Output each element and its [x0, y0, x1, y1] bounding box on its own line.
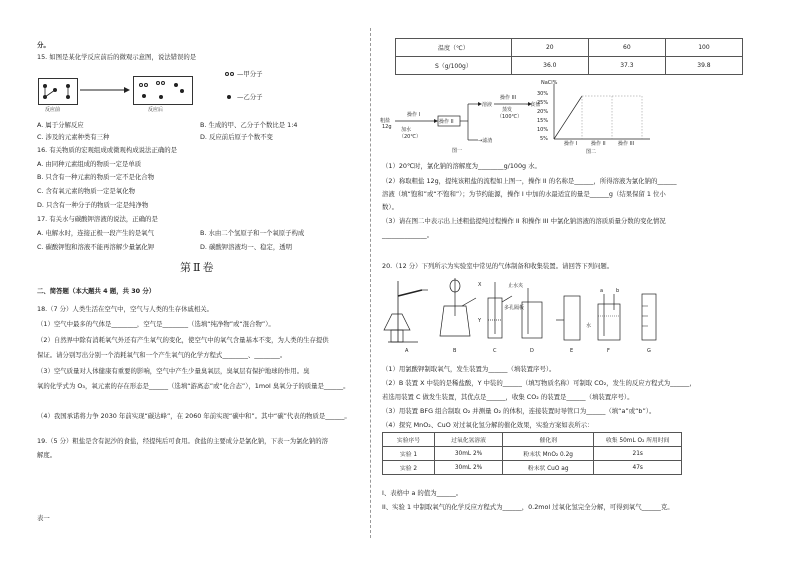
table-cell: 30mL 2% — [435, 461, 503, 475]
q19-p3b: ______________。 — [382, 231, 434, 239]
after-reaction-box — [133, 76, 193, 105]
molecule-dot — [174, 83, 178, 87]
q16-opt-b[interactable]: B. 只含有一种元素的物质一定不是化合物 — [37, 173, 155, 181]
q16-opt-d[interactable]: D. 只含有一种分子的物质一定是纯净物 — [37, 201, 149, 209]
apparatus-label: E — [570, 348, 574, 354]
right-column — [378, 0, 770, 562]
ytick: 25% — [537, 100, 549, 106]
op3-label: 操作 III — [500, 95, 517, 101]
table-cell: 过氧化氢溶液 — [435, 433, 503, 447]
q20-i: I、表格中 a 的值为______。 — [382, 489, 463, 497]
q17-opt-a[interactable]: A. 电解水时，连接正极一段产生的是氧气 — [37, 229, 154, 237]
flow-diagram — [378, 96, 548, 152]
temp100-label: （100℃） — [497, 114, 523, 120]
ytick: 5% — [540, 136, 548, 142]
q20-p2a: （2）B 装置 X 中装的是稀盐酸，Y 中装的______（填写物质名称）可制取 CO₂，发生的反应方程式为______， — [382, 379, 696, 387]
table-cell: 36.0 — [511, 57, 588, 75]
q17-opt-d[interactable]: D. 碳酸钾溶液均一、稳定，透明 — [200, 243, 293, 251]
ytick: 30% — [537, 91, 549, 97]
q19-stem-2: 解度。 — [37, 451, 57, 459]
table-cell: 30mL 2% — [435, 447, 503, 461]
ytick: 20% — [537, 109, 549, 115]
q18-stem: 18.（7 分）人类生活在空气中，空气与人类的生存休戚相关。 — [37, 305, 214, 313]
before-reaction-box — [38, 78, 78, 105]
fig1-caption: 图一 — [452, 148, 463, 154]
label-b: b — [616, 288, 620, 294]
table-cell: 催化剂 — [502, 433, 593, 447]
q20-p1: （1）用氯酸钾制取氧气，发生装置为______（填装置序号）。 — [382, 365, 556, 373]
table-row — [383, 447, 682, 461]
percent-graph — [552, 84, 652, 144]
q16-opt-c[interactable]: C. 含有氧元素的物质一定是氧化物 — [37, 187, 135, 195]
residue-label: →滤渣 — [478, 138, 493, 144]
q19-p2c: 数）。 — [382, 203, 398, 211]
molecule-dot — [156, 81, 160, 85]
legend-a: —甲分子 — [237, 70, 263, 78]
table-row — [383, 461, 682, 475]
molecule-dot — [142, 94, 146, 98]
x-op3: 操作 III — [618, 141, 635, 147]
table-row — [396, 39, 743, 57]
temp20-label: （20℃） — [399, 134, 421, 140]
fig2-caption: 图二 — [586, 149, 597, 155]
q18-p2b: 保证。请分别写出分别一个消耗氧气和一个产生氧气的化学方程式________、________。 — [37, 351, 287, 359]
label-plate: 多孔隔板 — [504, 305, 525, 311]
product-label: →食盐 — [526, 102, 541, 108]
table-cell: 60 — [588, 39, 665, 57]
table-cell: 粉末状 CuO ag — [502, 461, 593, 475]
q15-opt-b[interactable]: B. 生成的甲、乙分子个数比是 1:4 — [200, 121, 298, 129]
label-x: X — [478, 282, 482, 288]
q16-opt-a[interactable]: A. 由同种元素组成的物质一定是单质 — [37, 160, 142, 168]
q20-stem: 20.（12 分）下列所示为实验室中常见的气体制备和收集装置。请回答下列问题。 — [382, 262, 614, 270]
q20-p2b: 若选用装置 C 做发生装置，其优点是______，收集 CO₂ 的装置是______（填装置序号）。 — [382, 393, 634, 401]
table-cell: 21s — [594, 447, 682, 461]
q16-stem: 16. 有关物质的宏观组成或微观构成说法正确的是 — [37, 146, 178, 154]
q20-ii: II、实验 1 中制取氧气的化学反应方程式为______，0.2mol 过氧化氢完全分解，可得到氧气______克。 — [382, 503, 674, 511]
table-cell: 20 — [511, 39, 588, 57]
op1-label: 操作 I — [407, 112, 421, 118]
label-y: Y — [478, 318, 482, 324]
x-op1: 操作 I — [564, 141, 578, 147]
table-one-label: 表一 — [37, 514, 50, 522]
molecule-dot — [180, 89, 184, 93]
q20-p4: （4）探究 MnO₂、CuO 对过氧化氢分解的催化效果，实验方案如表所示： — [382, 421, 594, 429]
q18-p3a: （3）空气质量对人体健康有重要的影响，空气中产生少量臭氧层，臭氧层有保护地球的作用。臭 — [37, 367, 310, 375]
table-cell: 实验 1 — [383, 447, 435, 461]
legend-filled-dot — [227, 95, 231, 99]
experiment-table — [382, 432, 682, 475]
q20-p3: （3）用装置 BFG 组合制取 O₂ 并测量 O₂ 的体积，连接装置时导管口为______（填“a”或“b”）。 — [382, 407, 656, 415]
table-row — [396, 57, 743, 75]
label-a: a — [600, 288, 604, 294]
q19-p3a: （3）请在图二中表示出上述粗盐提纯过程操作 II 和操作 III 中氯化钠溶液的溶质质量分数的变化情况 — [382, 217, 666, 225]
apparatus-label: D — [530, 348, 534, 354]
table-cell: 实验序号 — [383, 433, 435, 447]
molecule-dot — [161, 81, 165, 85]
apparatus-label: G — [647, 348, 651, 354]
ytick: 10% — [537, 127, 549, 133]
graph-ylabel: NaCl% — [541, 80, 558, 86]
q17-stem: 17. 有关水与碳酸钾溶液的说法，正确的是 — [37, 215, 158, 223]
q18-p4: （4）我国承诺将力争 2030 年前实现“碳达峰”，在 2060 年前实现“碳中和”。其中“碳”代表的物质是______。 — [37, 412, 351, 420]
table-cell: 37.3 — [588, 57, 665, 75]
ytick: 15% — [537, 118, 549, 124]
top-fragment: 分。 — [37, 41, 50, 49]
q17-opt-b[interactable]: B. 水由二个氢原子和一个氧原子构成 — [200, 229, 305, 237]
molecule-dot — [144, 83, 148, 87]
q17-opt-c[interactable]: C. 碳酸钾饱和溶液不能再溶解少量氯化钾 — [37, 243, 155, 251]
table-cell: 100 — [665, 39, 742, 57]
solution-label: 溶液 — [482, 102, 493, 108]
apparatus-label: F — [607, 348, 610, 354]
crude-salt-label: 粗盐 — [380, 118, 391, 124]
crude-salt-mass: 12g — [382, 124, 392, 130]
column-divider — [370, 28, 371, 538]
table-row — [383, 433, 682, 447]
q19-p2b: 溶液（填“饱和”或“不饱和”）；为节约能源，操作 I 中加的水最适宜的量是______g（结果保留 1 位小 — [382, 190, 666, 198]
solubility-table — [395, 38, 743, 75]
water-label: 加水 — [401, 127, 412, 133]
label-after: 反应后 — [148, 107, 164, 113]
reaction-arrow-icon — [80, 86, 130, 94]
q19-stem-1: 19.（5 分）粗盐是含有泥沙的食盐，经提纯后可食用。食盐的主要成分是氯化钠，下表一为氯化钠的溶 — [37, 437, 329, 445]
q19-p1: （1）20℃时，氯化钠的溶解度为________g/100g 水。 — [382, 162, 541, 170]
table-cell: 47s — [594, 461, 682, 475]
table-cell: 粉末状 MnO₂ 0.2g — [502, 447, 593, 461]
table-cell: 39.8 — [665, 57, 742, 75]
legend-open-dot — [230, 72, 234, 76]
table-cell: S（g/100g） — [396, 57, 512, 75]
part2-header: 二、简答题（本大题共 4 题，共 30 分） — [37, 287, 156, 295]
q15-stem: 15. 如图是某化学反应前后的微观示意图，说法错误的是 — [37, 53, 197, 61]
label-clamp: 止水夹 — [508, 283, 524, 289]
apparatus-diagram — [378, 276, 678, 348]
molecule-dot — [159, 95, 163, 99]
q18-p1: （1）空气中最多的气体是________，空气是________（选填“纯净物”或“混合物”）。 — [37, 320, 275, 328]
label-before: 反应前 — [45, 107, 61, 113]
q19-p2a: （2）称取粗盐 12g，提纯该粗盐的流程如上图一，操作 II 的名称是______，所得溶液为氯化钠的______ — [382, 177, 677, 185]
apparatus-label: C — [493, 348, 497, 354]
q15-opt-c[interactable]: C. 涉及的元素种类有三种 — [37, 133, 110, 141]
op2-label: 操作 II — [439, 119, 454, 125]
q18-p2a: （2）自然界中除有消耗氧气外还有产生氧气的变化，使空气中的氧气含量基本不变，为人类的生存提供 — [37, 336, 329, 344]
table-cell: 收集 50mL O₂ 所用时间 — [594, 433, 682, 447]
bond-lines — [39, 79, 77, 104]
q15-opt-d[interactable]: D. 反应前后原子个数不变 — [200, 133, 273, 141]
label-water: 水 — [586, 323, 592, 329]
apparatus-label: B — [453, 348, 457, 354]
left-column — [30, 0, 365, 562]
q18-p3b: 氧的化学式为 O₃，氧元素的存在形态是______（选填“游离态”或“化合态”），1mol 臭氧分子的质量是______。 — [37, 382, 350, 390]
evap-label: 蒸发 — [502, 107, 513, 113]
molecule-dot — [139, 83, 143, 87]
legend-b: —乙分子 — [237, 93, 263, 101]
section-title: 第Ⅱ卷 — [180, 261, 216, 274]
table-cell: 实验 2 — [383, 461, 435, 475]
legend-open-dot — [225, 72, 229, 76]
table-cell: 温度（℃） — [396, 39, 512, 57]
apparatus-label: A — [405, 348, 409, 354]
x-op2: 操作 II — [591, 141, 606, 147]
q15-opt-a[interactable]: A. 属于分解反应 — [37, 121, 84, 129]
